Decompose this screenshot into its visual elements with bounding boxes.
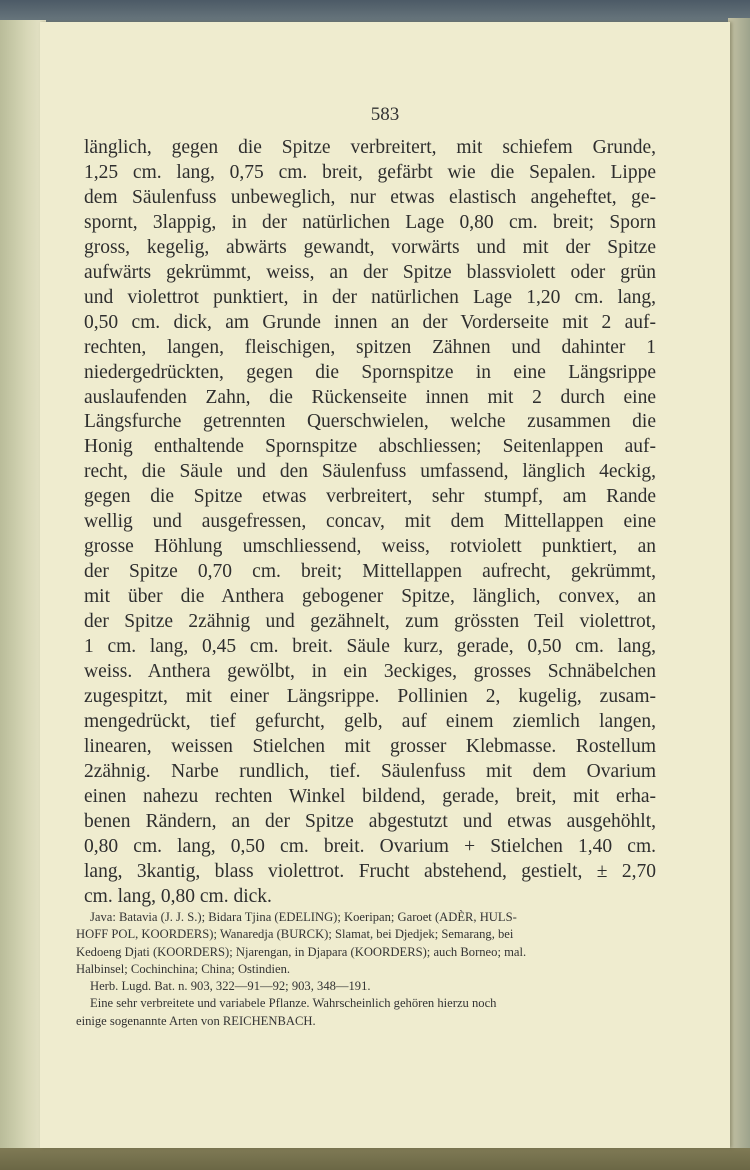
text-line: cm. lang, 0,80 cm. dick. xyxy=(84,885,272,907)
remark-note xyxy=(76,995,656,1030)
text-line: spornt, 3lappig, in der natürlichen Lage 0,80 cm. breit; Sporn xyxy=(84,211,656,233)
distribution-line: HOFF POL, KOORDERS); Wanaredja (BURCK); Slamat, bei Djedjek; Semarang, bei xyxy=(76,927,514,942)
distribution-line: Halbinsel; Cochinchina; China; Ostindien. xyxy=(76,961,291,976)
text-line: niedergedrückten, gegen die Spornspitze in eine Längsrippe xyxy=(84,361,656,383)
distribution-note xyxy=(76,909,656,978)
text-line: benen Rändern, an der Spitze abgestutzt und etwas ausgehöhlt, xyxy=(84,810,656,832)
page-number: 583 xyxy=(370,104,400,125)
scan-top-border xyxy=(0,0,750,24)
text-line: 0,80 cm. lang, 0,50 cm. breit. Ovarium + Stielchen 1,40 cm. xyxy=(84,835,656,857)
scan-bottom-border xyxy=(0,1148,750,1170)
text-line: 1,25 cm. lang, 0,75 cm. breit, gefärbt wie die Sepalen. Lippe xyxy=(84,161,656,183)
herbarium-line: Herb. Lugd. Bat. n. 903, 322—91—92; 903, 348—191. xyxy=(90,979,371,994)
distribution-line: Kedoeng Djati (KOORDERS); Njarengan, in Djapara (KOORDERS); auch Borneo; mal. xyxy=(76,944,527,959)
page-edge xyxy=(728,18,750,1152)
text-line: der Spitze 2zähnig und gezähnelt, zum grössten Teil violettrot, xyxy=(84,611,656,633)
text-line: Honig enthaltende Spornspitze abschliessen; Seitenlappen auf- xyxy=(84,436,656,458)
text-line: wellig und ausgefressen, concav, mit dem Mittellappen eine xyxy=(84,511,656,533)
text-line: mit über die Anthera gebogener Spitze, länglich, convex, an xyxy=(84,586,656,608)
text-line: und violettrot punktiert, in der natürlichen Lage 1,20 cm. lang, xyxy=(84,286,656,308)
remark-line: Eine sehr verbreitete und variabele Pflanze. Wahrscheinlich gehören hierzu noch xyxy=(90,996,497,1011)
text-line: weiss. Anthera gewölbt, in ein 3eckiges, grosses Schnäbelchen xyxy=(84,661,656,683)
text-line: mengedrückt, tief gefurcht, gelb, auf einem ziemlich langen, xyxy=(84,710,656,732)
text-line: dem Säulenfuss unbeweglich, nur etwas elastisch angeheftet, ge- xyxy=(84,186,656,208)
text-line: Längsfurche getrennten Querschwielen, welche zusammen die xyxy=(84,411,656,433)
herbarium-note xyxy=(76,978,656,995)
text-line: rechten, langen, fleischigen, spitzen Zähnen und dahinter 1 xyxy=(84,336,656,358)
distribution-line: Java: Batavia (J. J. S.); Bidara Tjina (EDELING); Koeripan; Garoet (ADÈR, HULS- xyxy=(90,910,517,924)
text-line: 0,50 cm. dick, am Grunde innen an der Vorderseite mit 2 auf- xyxy=(84,311,656,333)
book-page xyxy=(40,22,730,1148)
text-line: linearen, weissen Stielchen mit grosser Klebmasse. Rostellum xyxy=(84,735,656,757)
text-line: gross, kegelig, abwärts gewandt, vorwärts und mit der Spitze xyxy=(84,236,656,258)
text-line: recht, die Säule und den Säulenfuss umfassend, länglich 4eckig, xyxy=(84,461,656,483)
text-line: zugespitzt, mit einer Längsrippe. Pollinien 2, kugelig, zusam- xyxy=(84,685,656,707)
footnotes xyxy=(76,909,656,1030)
remark-line: einige sogenannte Arten von REICHENBACH. xyxy=(76,1013,316,1028)
description-text xyxy=(84,136,656,910)
text-line: grosse Höhlung umschliessend, weiss, rotviolett punktiert, an xyxy=(84,536,656,558)
text-line: auslaufenden Zahn, die Rückenseite innen mit 2 durch eine xyxy=(84,386,656,408)
text-line: 1 cm. lang, 0,45 cm. breit. Säule kurz, gerade, 0,50 cm. lang, xyxy=(84,636,656,658)
text-line: lang, 3kantig, blass violettrot. Frucht abstehend, gestielt, ± 2,70 xyxy=(84,860,656,882)
text-line: einen nahezu rechten Winkel bildend, gerade, breit, mit erha- xyxy=(84,785,656,807)
text-line: aufwärts gekrümmt, weiss, an der Spitze blassviolett oder grün xyxy=(84,261,656,283)
text-line: länglich, gegen die Spitze verbreitert, mit schiefem Grunde, xyxy=(84,137,656,158)
text-line: gegen die Spitze etwas verbreitert, sehr stumpf, am Rande xyxy=(84,486,656,508)
text-line: der Spitze 0,70 cm. breit; Mittellappen aufrecht, gekrümmt, xyxy=(84,561,656,583)
text-line: 2zähnig. Narbe rundlich, tief. Säulenfuss mit dem Ovarium xyxy=(84,760,656,782)
